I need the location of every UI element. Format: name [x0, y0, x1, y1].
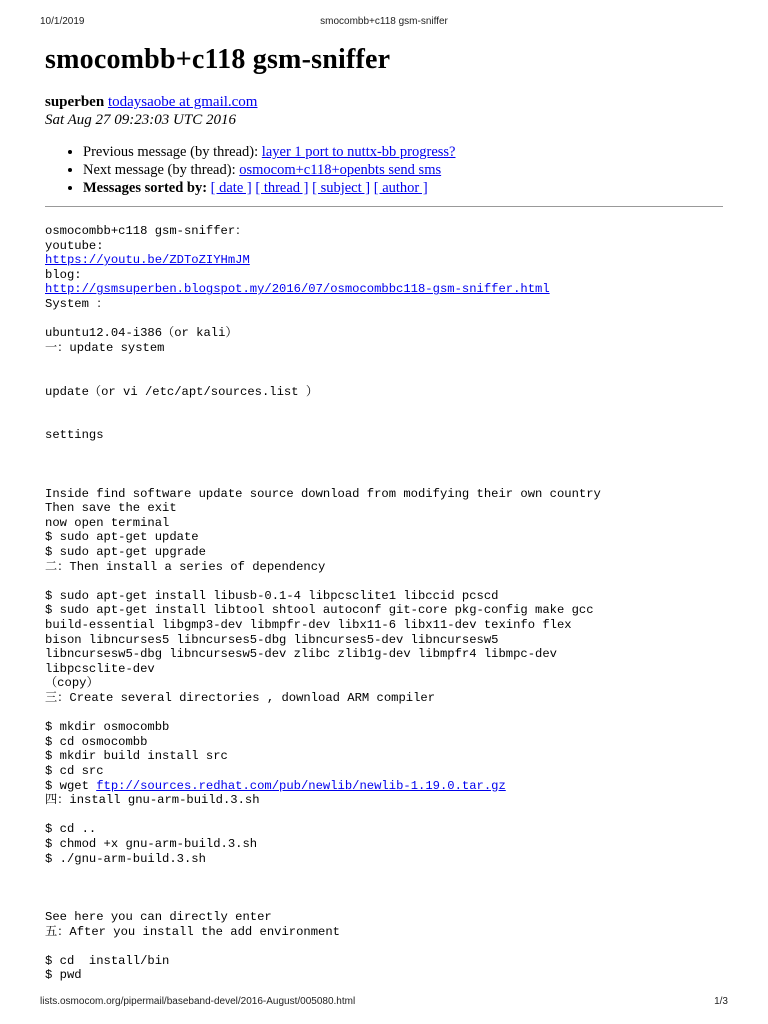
message-header: [45, 42, 735, 197]
body-line: Inside find software update source download from modifying their own country: [45, 486, 601, 501]
sort-by-date-link[interactable]: [ date ]: [210, 180, 252, 196]
body-line: 一：update system: [45, 340, 165, 355]
body-line: $ pwd: [45, 968, 82, 983]
body-line: $ sudo apt-get upgrade: [45, 545, 206, 560]
author-name: superben: [45, 94, 105, 110]
body-line: bison libncurses5 libncurses5-dbg libncurses5-dev libncursesw5: [45, 632, 499, 647]
body-line: $ mkdir osmocombb: [45, 720, 170, 735]
blog-link[interactable]: http://gsmsuperben.blogspot.my/2016/07/osmocombbc118-gsm-sniffer.html: [45, 282, 550, 297]
print-url: lists.osmocom.org/pipermail/baseband-devel/2016-August/005080.html: [40, 996, 356, 1007]
previous-message-label: Previous message (by thread):: [83, 144, 262, 160]
body-line: $ cd src: [45, 763, 104, 778]
thread-navigation: [45, 143, 735, 197]
author-email-link[interactable]: todaysaobe at gmail.com: [107, 94, 258, 110]
body-line: build-essential libgmp3-dev libmpfr-dev libx11-6 libx11-dev texinfo flex: [45, 618, 572, 633]
body-line: libncursesw5-dbg libncursesw5-dev zlibc zlib1g-dev libmpfr4 libmpc-dev: [45, 647, 557, 662]
body-line: osmocombb+c118 gsm-sniffer：: [45, 224, 248, 238]
body-line: $ cd install/bin: [45, 953, 170, 968]
body-line: $ cd ..: [45, 822, 97, 837]
body-line: $ sudo apt-get update: [45, 530, 199, 545]
body-line: See here you can directly enter: [45, 909, 272, 924]
youtube-link[interactable]: https://youtu.be/ZDToZIYHmJM: [45, 253, 250, 268]
author-line: [45, 93, 735, 111]
page-number: 1/3: [714, 996, 728, 1007]
body-line: 三：Create several directories , download ARM compiler: [45, 691, 436, 705]
body-line: System ：: [45, 296, 109, 311]
sort-by-author-link[interactable]: [ author ]: [373, 180, 428, 196]
header-divider: [45, 206, 723, 207]
sort-by-subject-link[interactable]: [ subject ]: [312, 180, 371, 196]
next-message-label: Next message (by thread):: [83, 162, 240, 178]
previous-message-link[interactable]: layer 1 port to nuttx-bb progress?: [261, 144, 456, 160]
body-line: update（or vi /etc/apt/sources.list ）: [45, 384, 319, 399]
body-line: 二：Then install a series of dependency: [45, 559, 326, 574]
body-line: youtube:: [45, 238, 104, 253]
body-line: Then save the exit: [45, 501, 177, 516]
next-message-link[interactable]: osmocom+c118+openbts send sms: [239, 162, 442, 178]
body-line: （copy）: [45, 676, 99, 691]
sorted-by-label: Messages sorted by:: [83, 180, 208, 196]
print-date: 10/1/2019: [40, 16, 85, 27]
message-body: [45, 224, 735, 983]
body-line: $ sudo apt-get install libtool shtool autoconf git-core pkg-config make gcc: [45, 603, 594, 618]
body-line: $ wget: [45, 778, 97, 793]
body-line: 五：After you install the add environment: [45, 924, 340, 939]
next-message-item: [83, 161, 735, 179]
sort-by-thread-link[interactable]: [ thread ]: [255, 180, 309, 196]
body-line: $ ./gnu-arm-build.3.sh: [45, 851, 206, 866]
body-line: settings: [45, 428, 104, 443]
body-line: now open terminal: [45, 515, 170, 530]
sort-options-item: [83, 179, 735, 197]
print-footer: [40, 996, 728, 1010]
body-line: 四：install gnu-arm-build.3.sh: [45, 793, 260, 808]
message-date: Sat Aug 27 09:23:03 UTC 2016: [45, 112, 236, 128]
body-line: libpcsclite-dev: [45, 661, 155, 676]
print-header: [40, 16, 728, 30]
body-line: $ chmod +x gnu-arm-build.3.sh: [45, 836, 258, 851]
body-line: ubuntu12.04-i386（or kali）: [45, 326, 238, 341]
body-line: $ cd osmocombb: [45, 734, 148, 749]
print-title: smocombb+c118 gsm-sniffer: [320, 16, 448, 27]
newlib-ftp-link[interactable]: ftp://sources.redhat.com/pub/newlib/newlib-1.19.0.tar.gz: [96, 778, 506, 793]
previous-message-item: [83, 143, 735, 161]
page-title: smocombb+c118 gsm-sniffer: [45, 44, 391, 75]
body-line: $ sudo apt-get install libusb-0.1-4 libpcsclite1 libccid pcscd: [45, 588, 499, 603]
body-line: $ mkdir build install src: [45, 749, 228, 764]
body-line: blog:: [45, 267, 82, 282]
